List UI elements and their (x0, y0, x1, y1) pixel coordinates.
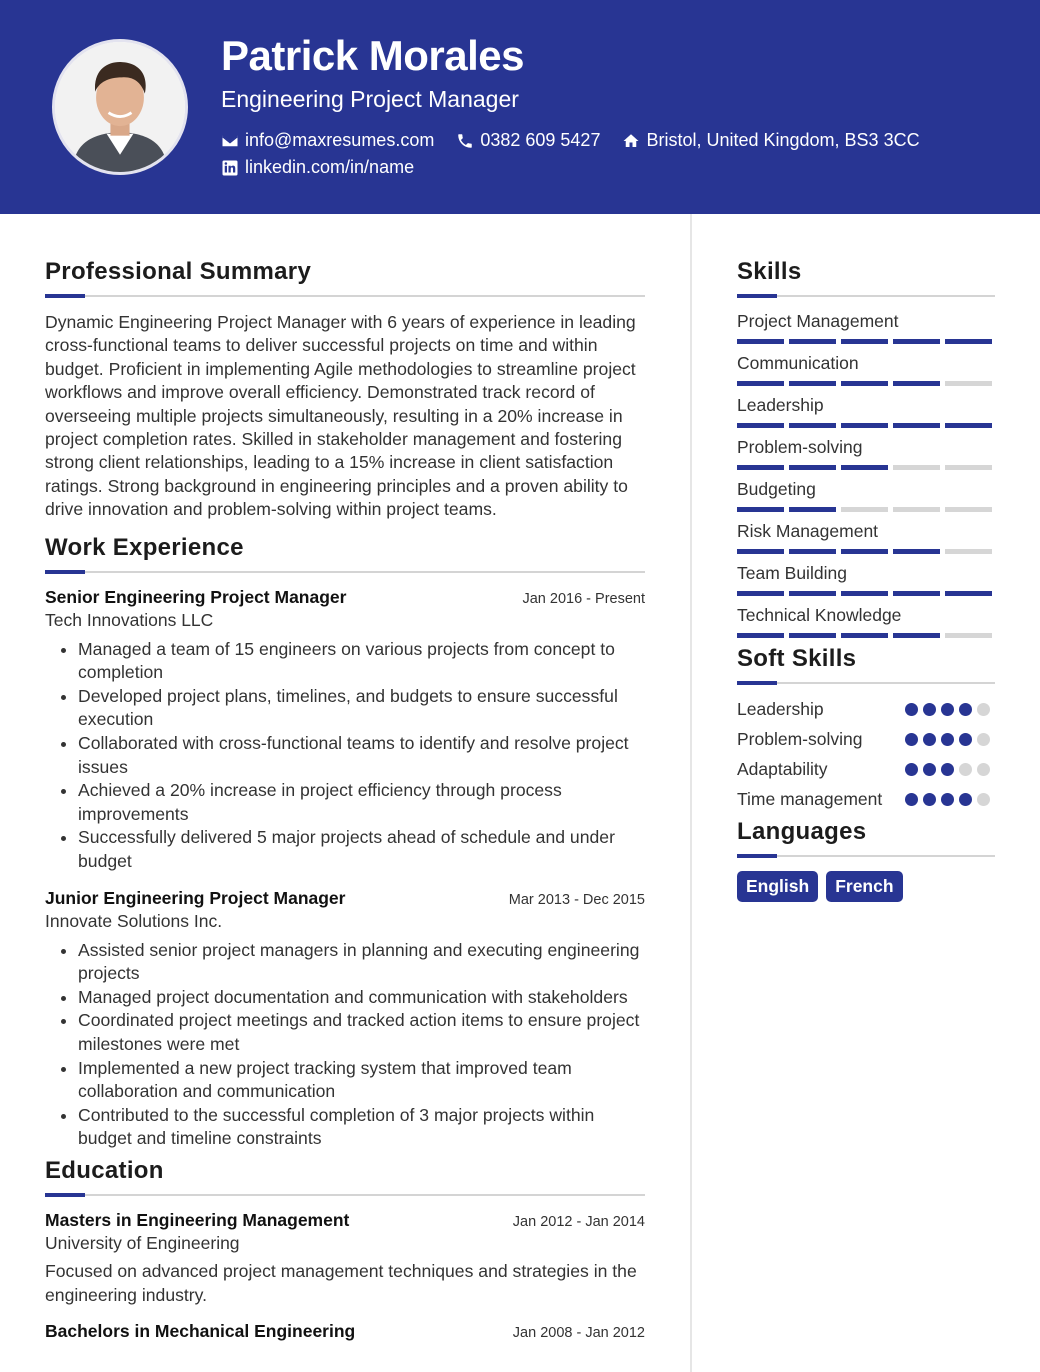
contact-location (622, 130, 919, 151)
contact-row-2 (221, 157, 414, 182)
rating-dot (977, 733, 990, 746)
rating-dot (923, 733, 936, 746)
soft-skill-row (737, 758, 995, 781)
contact-row (221, 130, 920, 151)
list-item: • Successfully delivered 5 major projects ahead of schedule and under budget (78, 826, 645, 873)
skill-row (737, 479, 995, 512)
skills-list (737, 311, 995, 638)
contact-email[interactable] (221, 130, 434, 151)
phone-text: 0382 609 5427 (480, 130, 601, 150)
candidate-name: Patrick Morales (221, 32, 524, 79)
rating-dot (977, 793, 990, 806)
section-rule (45, 1194, 645, 1196)
soft-skills-section (737, 645, 995, 811)
skill-level-segment (789, 339, 836, 344)
soft-skill-rating (905, 763, 995, 776)
soft-skill-row (737, 728, 995, 751)
email-text: info@maxresumes.com (245, 130, 435, 150)
rating-dot (959, 703, 972, 716)
rating-dot (941, 733, 954, 746)
skill-level-segment (789, 591, 836, 596)
section-title: Professional Summary (45, 258, 312, 285)
rating-dot (905, 763, 918, 776)
rating-dot (923, 763, 936, 776)
skill-level-bar (737, 633, 995, 638)
language-tag: French (826, 871, 902, 902)
skill-level-segment (841, 423, 888, 428)
sidebar-column (737, 258, 995, 902)
skill-level-segment (945, 339, 992, 344)
rating-dot (977, 763, 990, 776)
rating-dot (941, 793, 954, 806)
school-name: University of Engineering (45, 1232, 240, 1253)
location-text: Bristol, United Kingdom, BS3 3CC (646, 130, 920, 150)
candidate-role: Engineering Project Manager (221, 86, 519, 112)
section-title: Languages (737, 818, 867, 845)
skill-level-segment (841, 549, 888, 554)
rating-dot (905, 703, 918, 716)
education-date: Jan 2012 - Jan 2014 (512, 1213, 645, 1230)
soft-skill-label: Time management (737, 789, 883, 809)
job-title: Junior Engineering Project Manager (45, 887, 346, 908)
skill-label: Project Management (737, 311, 899, 331)
language-tags (737, 871, 995, 902)
skill-level-bar (737, 423, 995, 428)
rating-dot (959, 733, 972, 746)
column-divider (690, 214, 692, 1372)
skills-section (737, 258, 995, 638)
skill-row (737, 437, 995, 470)
resume-header (0, 0, 1040, 214)
skill-level-segment (789, 633, 836, 638)
section-title: Work Experience (45, 533, 244, 561)
skill-level-segment (737, 465, 784, 470)
rating-dot (941, 763, 954, 776)
list-item: • Developed project plans, timelines, and budgets to ensure successful execution (78, 685, 645, 732)
job-company: Tech Innovations LLC (45, 609, 214, 630)
rating-dot (941, 703, 954, 716)
rating-dot (959, 793, 972, 806)
section-rule (737, 295, 995, 297)
skill-level-segment (841, 339, 888, 344)
list-item: • Contributed to the successful completion of 3 major projects within budget and timeline constraints (78, 1104, 645, 1151)
skill-level-bar (737, 465, 995, 470)
person-avatar-icon (55, 42, 185, 172)
languages-section (737, 818, 995, 902)
contact-linkedin[interactable] (221, 157, 414, 178)
skill-level-segment (893, 381, 940, 386)
job-entry (45, 587, 645, 874)
section-rule (737, 855, 995, 857)
skill-label: Communication (737, 353, 859, 373)
section-rule (737, 682, 995, 684)
skill-label: Leadership (737, 395, 824, 415)
skill-level-segment (789, 507, 836, 512)
phone-icon (456, 132, 474, 150)
skill-level-segment (893, 507, 940, 512)
skill-level-segment (945, 549, 992, 554)
skill-label: Risk Management (737, 521, 879, 541)
soft-skill-row (737, 698, 995, 721)
soft-skill-label: Adaptability (737, 759, 828, 779)
skill-row (737, 395, 995, 428)
rating-dot (977, 703, 990, 716)
skill-level-segment (737, 591, 784, 596)
skill-label: Team Building (737, 563, 847, 583)
skill-level-segment (841, 591, 888, 596)
skill-level-segment (789, 381, 836, 386)
skill-row (737, 563, 995, 596)
skill-level-segment (789, 465, 836, 470)
skill-level-segment (945, 465, 992, 470)
skill-level-segment (737, 423, 784, 428)
list-item: • Achieved a 20% increase in project efficiency through process improvements (78, 779, 645, 826)
rating-dot (923, 793, 936, 806)
skill-level-segment (945, 507, 992, 512)
skill-level-segment (841, 465, 888, 470)
degree-title: Bachelors in Mechanical Engineering (45, 1321, 356, 1342)
skill-row (737, 311, 995, 344)
home-icon (622, 132, 640, 150)
skill-label: Technical Knowledge (737, 605, 902, 625)
skill-level-bar (737, 381, 995, 386)
skill-row (737, 605, 995, 638)
rating-dot (959, 763, 972, 776)
skill-level-segment (737, 507, 784, 512)
education-description: Focused on advanced project management techniques and strategies in the engineering industry. (45, 1260, 637, 1305)
skill-level-segment (945, 591, 992, 596)
contact-phone[interactable] (456, 130, 600, 151)
language-tag: English (737, 871, 818, 902)
experience-section (45, 534, 645, 1151)
list-item: • Collaborated with cross-functional teams to identify and resolve project issues (78, 732, 645, 779)
summary-text: Dynamic Engineering Project Manager with 6 years of experience in leading cross-functional teams to deliver successful projects on time and within budget. Proficient in implementing Agile methodologies to streamline project workflows and improve overall efficiency. Demonstrated track record of overseeing multiple projects simultaneously, resulting in a 20% increase in project completion rates. Skilled in stakeholder management and fostering strong client relationships, leading to a 15% increase in client satisfaction ratings. Strong background in engineering principles and a proven ability to drive innovation and problem-solving within project teams. (45, 312, 636, 520)
skill-level-segment (893, 633, 940, 638)
skill-level-bar (737, 549, 995, 554)
list-item: • Managed project documentation and communication with stakeholders (78, 986, 645, 1010)
skill-level-segment (789, 549, 836, 554)
skill-level-segment (945, 423, 992, 428)
list-item: • Coordinated project meetings and tracked action items to ensure project milestones were met (78, 1009, 645, 1056)
skill-level-segment (737, 339, 784, 344)
job-entry (45, 888, 645, 1151)
skill-level-segment (893, 549, 940, 554)
job-date: Jan 2016 - Present (522, 590, 645, 607)
linkedin-icon (221, 159, 239, 177)
skill-level-bar (737, 507, 995, 512)
education-entry (45, 1321, 645, 1342)
skill-level-segment (841, 633, 888, 638)
skill-level-segment (945, 633, 992, 638)
soft-skill-row (737, 788, 995, 811)
soft-skill-rating (905, 703, 995, 716)
skill-label: Problem-solving (737, 437, 863, 457)
soft-skill-label: Leadership (737, 699, 824, 719)
skill-level-segment (841, 381, 888, 386)
section-title: Soft Skills (737, 645, 857, 672)
skill-level-segment (841, 507, 888, 512)
skill-level-segment (737, 633, 784, 638)
list-item: • Assisted senior project managers in planning and executing engineering projects (78, 939, 645, 986)
skill-row (737, 353, 995, 386)
skill-row (737, 521, 995, 554)
job-title: Senior Engineering Project Manager (45, 586, 347, 607)
degree-title: Masters in Engineering Management (45, 1209, 350, 1230)
linkedin-text: linkedin.com/in/name (245, 157, 415, 177)
soft-skill-label: Problem-solving (737, 729, 863, 749)
rating-dot (905, 733, 918, 746)
skill-level-segment (945, 381, 992, 386)
section-title: Education (45, 1156, 164, 1184)
skill-level-segment (737, 549, 784, 554)
summary-section (45, 258, 645, 522)
skill-level-segment (893, 339, 940, 344)
skill-level-bar (737, 591, 995, 596)
skill-level-segment (893, 591, 940, 596)
soft-skill-rating (905, 793, 995, 806)
rating-dot (923, 703, 936, 716)
skill-level-segment (893, 465, 940, 470)
main-column (45, 258, 645, 1356)
job-bullets (45, 939, 645, 1151)
section-rule (45, 571, 645, 573)
list-item: • Managed a team of 15 engineers on various projects from concept to completion (78, 638, 645, 685)
section-title: Skills (737, 258, 802, 285)
education-date: Jan 2008 - Jan 2012 (512, 1325, 645, 1342)
job-company: Innovate Solutions Inc. (45, 910, 223, 931)
section-rule (45, 295, 645, 297)
education-section (45, 1157, 645, 1342)
job-bullets (45, 638, 645, 874)
skill-level-segment (893, 423, 940, 428)
skill-level-segment (789, 423, 836, 428)
soft-skill-rating (905, 733, 995, 746)
envelope-icon (221, 132, 239, 150)
profile-photo (52, 39, 188, 175)
rating-dot (905, 793, 918, 806)
education-entry (45, 1210, 645, 1307)
skill-label: Budgeting (737, 479, 816, 499)
job-date: Mar 2013 - Dec 2015 (508, 891, 645, 908)
skill-level-bar (737, 339, 995, 344)
skill-level-segment (737, 381, 784, 386)
list-item: • Implemented a new project tracking system that improved team collaboration and communication (78, 1057, 645, 1104)
soft-skills-list (737, 698, 995, 811)
